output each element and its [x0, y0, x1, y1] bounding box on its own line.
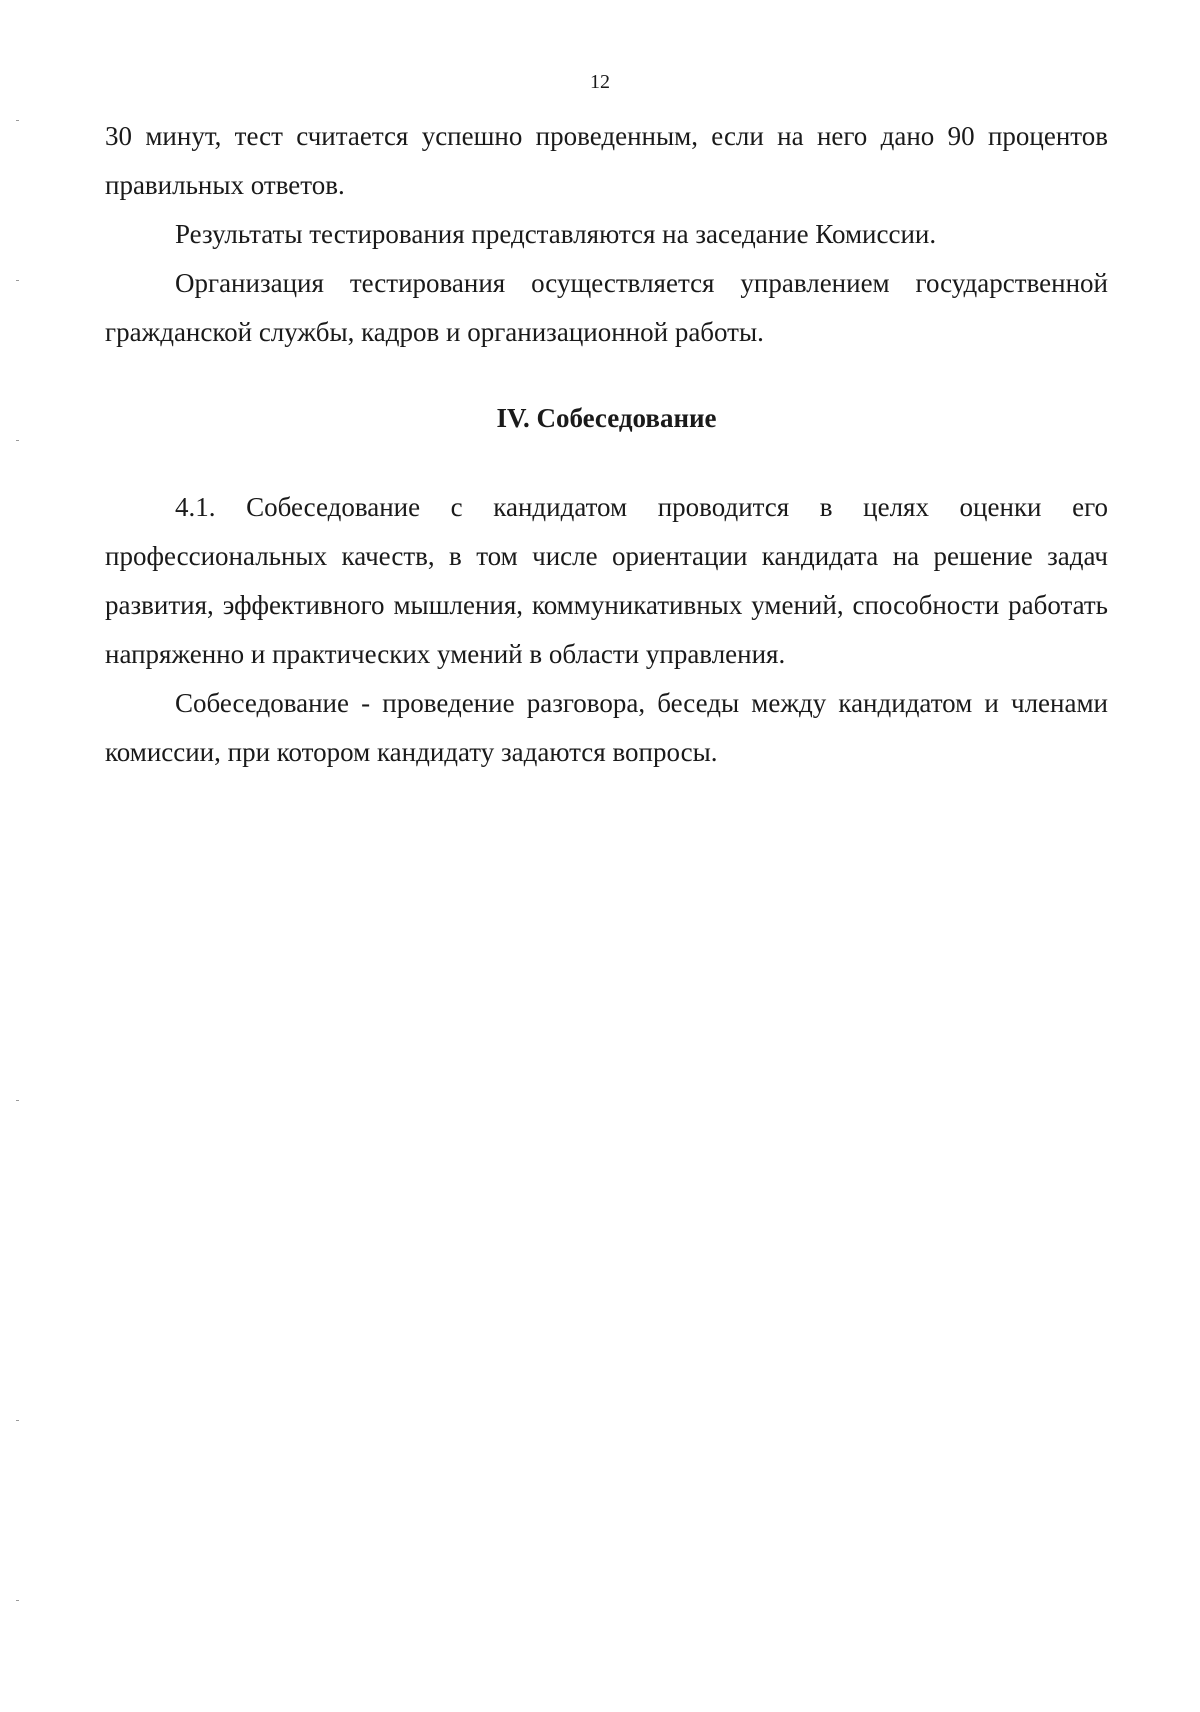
- section-heading: IV. Собеседование: [496, 403, 717, 433]
- scan-margin-mark: [16, 280, 19, 281]
- scan-margin-mark: [16, 1420, 19, 1421]
- scan-margin-mark: [16, 1100, 19, 1101]
- document-body: [105, 112, 1108, 777]
- paragraph-organization: Организация тестирования осуществляется управлением государственной гражданской службы, кадров и организационной работы.: [105, 268, 1108, 347]
- scan-margin-mark: [16, 440, 19, 441]
- paragraph-results: Результаты тестирования представляются на заседание Комиссии.: [175, 219, 937, 249]
- page-number: 12: [590, 71, 610, 93]
- paragraph-continuation: 30 минут, тест считается успешно проведенным, если на него дано 90 процентов правильных ответов.: [105, 121, 1108, 200]
- scan-margin-mark: [16, 1600, 19, 1601]
- paragraph-4-1: 4.1. Собеседование с кандидатом проводится в целях оценки его профессиональных качеств, в том числе ориентации кандидата на решение задач развития, эффективного мышления, коммуникативных умений, способности работать напряженно и практических умений в области управления.: [105, 492, 1108, 669]
- scan-margin-mark: [16, 120, 19, 121]
- paragraph-interview-definition: Собеседование - проведение разговора, беседы между кандидатом и членами комиссии, при котором кандидату задаются вопросы.: [105, 688, 1108, 767]
